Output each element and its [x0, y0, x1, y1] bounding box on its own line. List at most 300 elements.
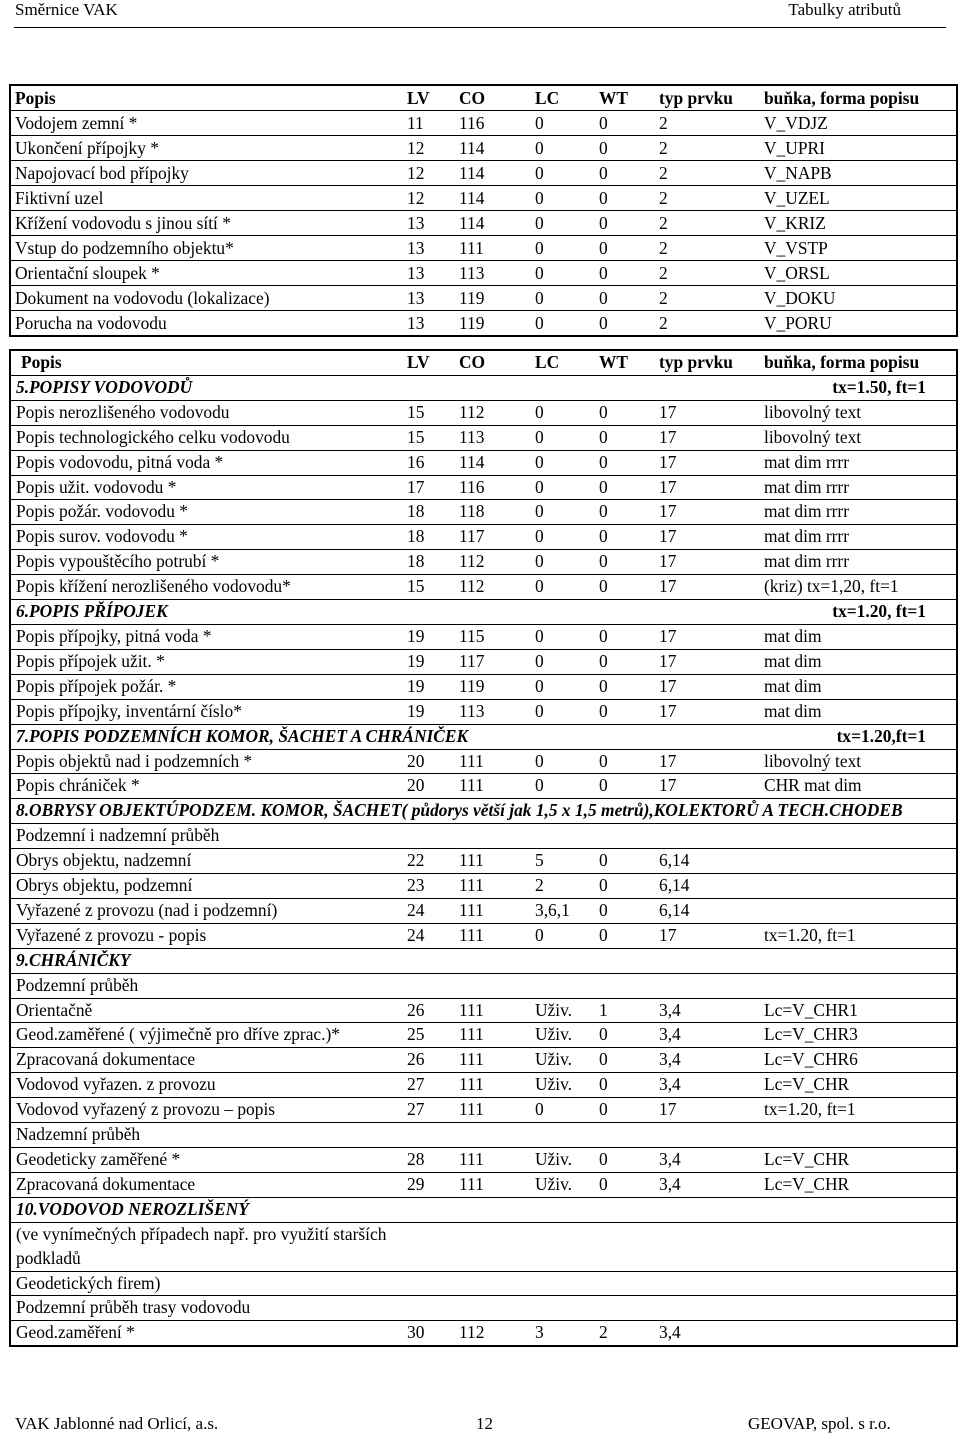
- table-cell: libovolný text: [762, 400, 957, 425]
- table-cell: Popis přípojky, pitná voda *: [10, 624, 405, 649]
- table-cell: Uživ.: [533, 1172, 597, 1197]
- table-cell: 114: [457, 161, 533, 186]
- table-cell: mat dim rrrr: [762, 500, 957, 525]
- table-cell: 112: [457, 550, 533, 575]
- table-cell: (kriz) tx=1,20, ft=1: [762, 575, 957, 600]
- header-right: Tabulky atributů: [788, 0, 901, 19]
- table-cell: Popis užit. vodovodu *: [10, 475, 405, 500]
- table-cell: 0: [533, 136, 597, 161]
- table-cell: 24: [405, 923, 457, 948]
- table-cell: mat dim rrrr: [762, 550, 957, 575]
- table-cell: Lc=V_CHR: [762, 1172, 957, 1197]
- table-row: [10, 286, 957, 311]
- table-cell: Popis požár. vodovodu *: [10, 500, 405, 525]
- table-cell: 5: [533, 849, 597, 874]
- note-row: [10, 1222, 957, 1271]
- table-cell: 26: [405, 998, 457, 1023]
- table-row: [10, 998, 957, 1023]
- table-cell: 0: [597, 1073, 657, 1098]
- table-cell: 0: [533, 286, 597, 311]
- table-cell: Popis technologického celku vodovodu: [10, 425, 405, 450]
- table-cell: 115: [457, 624, 533, 649]
- table-label-attributes: [9, 349, 958, 1347]
- subheading-row: [10, 824, 957, 849]
- table-cell: 2: [657, 186, 762, 211]
- table-cell: Podzemní i nadzemní průběh: [10, 824, 957, 849]
- table-cell: 17: [657, 575, 762, 600]
- table-cell: 0: [533, 311, 597, 337]
- table-cell: Popis křížení nerozlišeného vodovodu*: [10, 575, 405, 600]
- table-cell: 13: [405, 261, 457, 286]
- table-cell: 0: [597, 450, 657, 475]
- table-cell: Porucha na vodovodu: [10, 311, 405, 337]
- table-cell: 2: [597, 1321, 657, 1346]
- table-cell: 0: [533, 211, 597, 236]
- table-cell: Lc=V_CHR1: [762, 998, 957, 1023]
- table-cell: 17: [657, 450, 762, 475]
- table-cell: 28: [405, 1148, 457, 1173]
- table-cell: 7.POPIS PODZEMNÍCH KOMOR, ŠACHET A CHRÁNIČEK: [10, 724, 762, 749]
- table-cell: 0: [597, 286, 657, 311]
- table-cell: 0: [597, 500, 657, 525]
- table-cell: 114: [457, 450, 533, 475]
- table-cell: CHR mat dim: [762, 774, 957, 799]
- table-row: [10, 1172, 957, 1197]
- table-cell: 111: [457, 874, 533, 899]
- section-heading-row: [10, 375, 957, 400]
- table-cell: 3,4: [657, 1321, 762, 1346]
- table-cell: Geod.zaměření *: [10, 1321, 405, 1346]
- table-cell: CO: [457, 85, 533, 111]
- table-cell: 3,4: [657, 1172, 762, 1197]
- table-cell: 0: [597, 550, 657, 575]
- table-cell: Lc=V_CHR6: [762, 1048, 957, 1073]
- table-cell: 17: [657, 624, 762, 649]
- table-cell: Popis: [10, 350, 405, 375]
- table-cell: Popis přípojek užit. *: [10, 649, 405, 674]
- table-cell: Popis chrániček *: [10, 774, 405, 799]
- table-cell: 12: [405, 186, 457, 211]
- table-cell: 0: [533, 186, 597, 211]
- table-cell: Zpracovaná dokumentace: [10, 1048, 405, 1073]
- table-cell: 17: [405, 475, 457, 500]
- table-cell: 111: [457, 998, 533, 1023]
- table-cell: 113: [457, 261, 533, 286]
- table-cell: libovolný text: [762, 425, 957, 450]
- table-cell: Uživ.: [533, 1073, 597, 1098]
- section-heading-row: [10, 600, 957, 625]
- table-cell: Lc=V_CHR: [762, 1073, 957, 1098]
- table-cell: 0: [533, 425, 597, 450]
- table-cell: mat dim rrrr: [762, 525, 957, 550]
- table-cell: 19: [405, 624, 457, 649]
- table-cell: 111: [457, 1098, 533, 1123]
- table-cell: Popis objektů nad i podzemních *: [10, 749, 405, 774]
- table-cell: Napojovací bod přípojky: [10, 161, 405, 186]
- table-cell: 111: [457, 1048, 533, 1073]
- table-cell: 29: [405, 1172, 457, 1197]
- table-cell: mat dim rrrr: [762, 475, 957, 500]
- table-row: [10, 400, 957, 425]
- table-row: [10, 874, 957, 899]
- table-cell: Uživ.: [533, 998, 597, 1023]
- table-point-attributes: [9, 84, 958, 337]
- table-cell: 0: [597, 649, 657, 674]
- table-cell: 18: [405, 500, 457, 525]
- table-cell: 0: [597, 136, 657, 161]
- table-cell: 0: [533, 550, 597, 575]
- table-row: [10, 1148, 957, 1173]
- table-cell: Křížení vodovodu s jinou sítí *: [10, 211, 405, 236]
- table-row: [10, 624, 957, 649]
- table-cell: Obrys objektu, podzemní: [10, 874, 405, 899]
- table-cell: 25: [405, 1023, 457, 1048]
- table-row: [10, 1321, 957, 1346]
- table-cell: 0: [533, 699, 597, 724]
- table-cell: 0: [533, 450, 597, 475]
- table-cell: 0: [597, 111, 657, 136]
- table-cell: 23: [405, 874, 457, 899]
- table-cell: tx=1.20, ft=1: [762, 600, 957, 625]
- header-left: Směrnice VAK: [15, 0, 118, 19]
- subheading-row: [10, 1271, 957, 1296]
- table-cell: LC: [533, 350, 597, 375]
- table-row: [10, 1023, 957, 1048]
- table-cell: tx=1.20,ft=1: [762, 724, 957, 749]
- table-cell: 30: [405, 1321, 457, 1346]
- table-cell: 17: [657, 400, 762, 425]
- table-cell: Popis nerozlišeného vodovodu: [10, 400, 405, 425]
- table-cell: 112: [457, 400, 533, 425]
- table-cell: 111: [457, 1148, 533, 1173]
- table-cell: 17: [657, 749, 762, 774]
- table-cell: 2: [657, 311, 762, 337]
- table-cell: Zpracovaná dokumentace: [10, 1172, 405, 1197]
- table-cell: 17: [657, 500, 762, 525]
- table-cell: 111: [457, 1172, 533, 1197]
- table-header-row: [10, 350, 957, 375]
- table-row: [10, 699, 957, 724]
- table-cell: 3,4: [657, 1023, 762, 1048]
- table-cell: 0: [533, 649, 597, 674]
- table-cell: 1: [597, 998, 657, 1023]
- table-cell: 0: [597, 525, 657, 550]
- table-cell: 12: [405, 161, 457, 186]
- table-cell: 116: [457, 111, 533, 136]
- table-row: [10, 1073, 957, 1098]
- table-cell: 0: [597, 674, 657, 699]
- table-cell: LV: [405, 350, 457, 375]
- table-cell: 114: [457, 211, 533, 236]
- table-cell: Vyřazené z provozu (nad i podzemní): [10, 898, 405, 923]
- table-row: [10, 236, 957, 261]
- table-cell: 0: [597, 425, 657, 450]
- table-cell: 111: [457, 749, 533, 774]
- table-cell: 24: [405, 898, 457, 923]
- table-cell: 117: [457, 649, 533, 674]
- table-cell: Fiktivní uzel: [10, 186, 405, 211]
- table-cell: 3,4: [657, 1048, 762, 1073]
- table-cell: 0: [597, 236, 657, 261]
- table-cell: 2: [657, 286, 762, 311]
- table-cell: Vodovod vyřazený z provozu – popis: [10, 1098, 405, 1123]
- table-cell: 111: [457, 923, 533, 948]
- table-cell: 13: [405, 211, 457, 236]
- table-cell: WT: [597, 85, 657, 111]
- table-cell: 17: [657, 923, 762, 948]
- table-cell: 2: [533, 874, 597, 899]
- table-cell: 13: [405, 286, 457, 311]
- table-cell: 113: [457, 699, 533, 724]
- table-row: [10, 898, 957, 923]
- table-cell: 112: [457, 1321, 533, 1346]
- table-cell: V_NAPB: [762, 161, 957, 186]
- table-cell: WT: [597, 350, 657, 375]
- table-cell: Podzemní průběh: [10, 973, 957, 998]
- table-cell: 119: [457, 286, 533, 311]
- table-cell: Obrys objektu, nadzemní: [10, 849, 405, 874]
- table-row: [10, 261, 957, 286]
- table-cell: mat dim: [762, 699, 957, 724]
- table-cell: 17: [657, 475, 762, 500]
- table-cell: Podzemní průběh trasy vodovodu: [10, 1296, 957, 1321]
- table-cell: buňka, forma popisu: [762, 350, 957, 375]
- table-cell: 112: [457, 575, 533, 600]
- section-heading-row: [10, 948, 957, 973]
- table-cell: 2: [657, 161, 762, 186]
- table-cell: Ukončení přípojky *: [10, 136, 405, 161]
- table-row: [10, 849, 957, 874]
- table-cell: V_KRIZ: [762, 211, 957, 236]
- table-cell: mat dim: [762, 649, 957, 674]
- table-cell: V_UZEL: [762, 186, 957, 211]
- table-cell: Popis surov. vodovodu *: [10, 525, 405, 550]
- table-cell: 17: [657, 525, 762, 550]
- table-cell: 8.OBRYSY OBJEKTÚPODZEM. KOMOR, ŠACHET( půdorys větší jak 1,5 x 1,5 metrů),KOLEKTORŮ A TECH.CHODEB: [10, 799, 957, 824]
- section-heading-row: [10, 724, 957, 749]
- empty-cell: [405, 1222, 957, 1271]
- table-cell: 0: [597, 1048, 657, 1073]
- table-cell: 20: [405, 749, 457, 774]
- table-cell: LV: [405, 85, 457, 111]
- table-cell: Geod.zaměřené ( výjimečně pro dříve zprac.)*: [10, 1023, 405, 1048]
- table-cell: V_DOKU: [762, 286, 957, 311]
- table-cell: 116: [457, 475, 533, 500]
- table-row: [10, 186, 957, 211]
- table-row: [10, 450, 957, 475]
- table-cell: Uživ.: [533, 1023, 597, 1048]
- table-cell: Vstup do podzemního objektu*: [10, 236, 405, 261]
- table-cell: 0: [597, 749, 657, 774]
- table-row: [10, 311, 957, 337]
- table-cell: 0: [597, 923, 657, 948]
- table-row: [10, 525, 957, 550]
- table-cell: Popis přípojky, inventární číslo*: [10, 699, 405, 724]
- table-cell: 0: [597, 211, 657, 236]
- table-cell: V_ORSL: [762, 261, 957, 286]
- table-cell: 10.VODOVOD NEROZLIŠENÝ: [10, 1197, 957, 1222]
- table-cell: 0: [597, 699, 657, 724]
- table-cell: 3,4: [657, 1148, 762, 1173]
- table-cell: 13: [405, 236, 457, 261]
- table-cell: 3,4: [657, 1073, 762, 1098]
- table-cell: V_PORU: [762, 311, 957, 337]
- table-row: [10, 111, 957, 136]
- table-cell: V_VDJZ: [762, 111, 957, 136]
- table-cell: Vodovod vyřazen. z provozu: [10, 1073, 405, 1098]
- table-cell: 17: [657, 649, 762, 674]
- table-cell: 26: [405, 1048, 457, 1073]
- table-cell: 111: [457, 1023, 533, 1048]
- table-cell: [762, 849, 957, 874]
- table-cell: 17: [657, 550, 762, 575]
- table-cell: 2: [657, 261, 762, 286]
- table-cell: 6,14: [657, 874, 762, 899]
- table-cell: [762, 874, 957, 899]
- table-cell: 0: [533, 475, 597, 500]
- table-cell: 0: [533, 624, 597, 649]
- table-cell: 0: [597, 874, 657, 899]
- table-cell: Popis přípojek požár. *: [10, 674, 405, 699]
- table-cell: 0: [533, 674, 597, 699]
- table-cell: 113: [457, 425, 533, 450]
- table-cell: Vyřazené z provozu - popis: [10, 923, 405, 948]
- table-cell: 117: [457, 525, 533, 550]
- table-cell: 0: [533, 525, 597, 550]
- table-cell: Geodetických firem): [10, 1271, 957, 1296]
- table-header-row: [10, 85, 957, 111]
- table-row: [10, 475, 957, 500]
- table-cell: Geodeticky zaměřené *: [10, 1148, 405, 1173]
- header-rule: [14, 27, 946, 28]
- table-cell: Orientační sloupek *: [10, 261, 405, 286]
- table-cell: libovolný text: [762, 749, 957, 774]
- table-cell: 15: [405, 425, 457, 450]
- table-cell: 0: [533, 774, 597, 799]
- table-cell: 22: [405, 849, 457, 874]
- table-cell: Popis vypouštěcího potrubí *: [10, 550, 405, 575]
- table-cell: 6,14: [657, 849, 762, 874]
- table-cell: Nadzemní průběh: [10, 1123, 957, 1148]
- table-cell: 13: [405, 311, 457, 337]
- table-cell: 2: [657, 136, 762, 161]
- table-row: [10, 774, 957, 799]
- table-cell: 114: [457, 136, 533, 161]
- table-cell: Uživ.: [533, 1148, 597, 1173]
- table-cell: 17: [657, 699, 762, 724]
- footer-right: GEOVAP, spol. s r.o.: [748, 1414, 891, 1433]
- table-cell: 111: [457, 849, 533, 874]
- table-cell: Popis: [10, 85, 405, 111]
- subheading-row: [10, 973, 957, 998]
- table-cell: 0: [533, 261, 597, 286]
- table-cell: tx=1.20, ft=1: [762, 923, 957, 948]
- table-cell: 119: [457, 311, 533, 337]
- table-cell: 17: [657, 774, 762, 799]
- table-cell: typ prvku: [657, 85, 762, 111]
- table-cell: 19: [405, 699, 457, 724]
- table-cell: 0: [597, 1098, 657, 1123]
- table-cell: tx=1.20, ft=1: [762, 1098, 957, 1123]
- table-cell: 17: [657, 1098, 762, 1123]
- table-cell: Uživ.: [533, 1048, 597, 1073]
- table-row: [10, 575, 957, 600]
- table-cell: 19: [405, 674, 457, 699]
- table-cell: 0: [597, 575, 657, 600]
- table-row: [10, 923, 957, 948]
- table-cell: 0: [533, 1098, 597, 1123]
- table-row: [10, 1048, 957, 1073]
- table-cell: 0: [533, 111, 597, 136]
- table-cell: 0: [597, 898, 657, 923]
- table-cell: mat dim: [762, 674, 957, 699]
- table-cell: 3,4: [657, 998, 762, 1023]
- table-cell: 9.CHRÁNIČKY: [10, 948, 957, 973]
- table-row: [10, 749, 957, 774]
- table-cell: 118: [457, 500, 533, 525]
- section-heading-row: [10, 799, 957, 824]
- table-cell: 0: [597, 624, 657, 649]
- table-cell: V_VSTP: [762, 236, 957, 261]
- table-cell: Lc=V_CHR: [762, 1148, 957, 1173]
- table-cell: 0: [597, 261, 657, 286]
- table-cell: 11: [405, 111, 457, 136]
- table-cell: 0: [597, 161, 657, 186]
- table-row: [10, 136, 957, 161]
- table-cell: LC: [533, 85, 597, 111]
- table-cell: Orientačně: [10, 998, 405, 1023]
- table-cell: 0: [533, 749, 597, 774]
- table-row: [10, 674, 957, 699]
- table-cell: 111: [457, 774, 533, 799]
- table-cell: 15: [405, 400, 457, 425]
- table-cell: 0: [597, 1172, 657, 1197]
- page-number: 12: [476, 1414, 493, 1433]
- table-cell: 5.POPISY VODOVODŮ: [10, 375, 762, 400]
- table-cell: 0: [597, 186, 657, 211]
- table-cell: [762, 1321, 957, 1346]
- table-row: [10, 550, 957, 575]
- section-heading-row: [10, 1197, 957, 1222]
- table-cell: 3: [533, 1321, 597, 1346]
- table-cell: 111: [457, 236, 533, 261]
- table-cell: V_UPRI: [762, 136, 957, 161]
- subheading-row: [10, 1296, 957, 1321]
- table-cell: 0: [597, 1148, 657, 1173]
- table-cell: 0: [533, 500, 597, 525]
- subheading-row: [10, 1123, 957, 1148]
- table-cell: tx=1.50, ft=1: [762, 375, 957, 400]
- table-cell: 6,14: [657, 898, 762, 923]
- table-cell: CO: [457, 350, 533, 375]
- table-cell: [762, 898, 957, 923]
- footer-left: VAK Jablonné nad Orlicí, a.s.: [15, 1414, 219, 1433]
- table-cell: 12: [405, 136, 457, 161]
- table-cell: 0: [597, 400, 657, 425]
- table-cell: buňka, forma popisu: [762, 85, 957, 111]
- table-cell: 16: [405, 450, 457, 475]
- table-cell: (ve vynímečných případech např. pro využití starších podkladů: [10, 1222, 405, 1271]
- table-cell: 18: [405, 550, 457, 575]
- table-row: [10, 211, 957, 236]
- table-cell: 0: [597, 774, 657, 799]
- table-cell: 27: [405, 1098, 457, 1123]
- table-cell: mat dim rrrr: [762, 450, 957, 475]
- table-row: [10, 1098, 957, 1123]
- table-cell: Vodojem zemní *: [10, 111, 405, 136]
- table-cell: 0: [533, 923, 597, 948]
- table-cell: 0: [533, 400, 597, 425]
